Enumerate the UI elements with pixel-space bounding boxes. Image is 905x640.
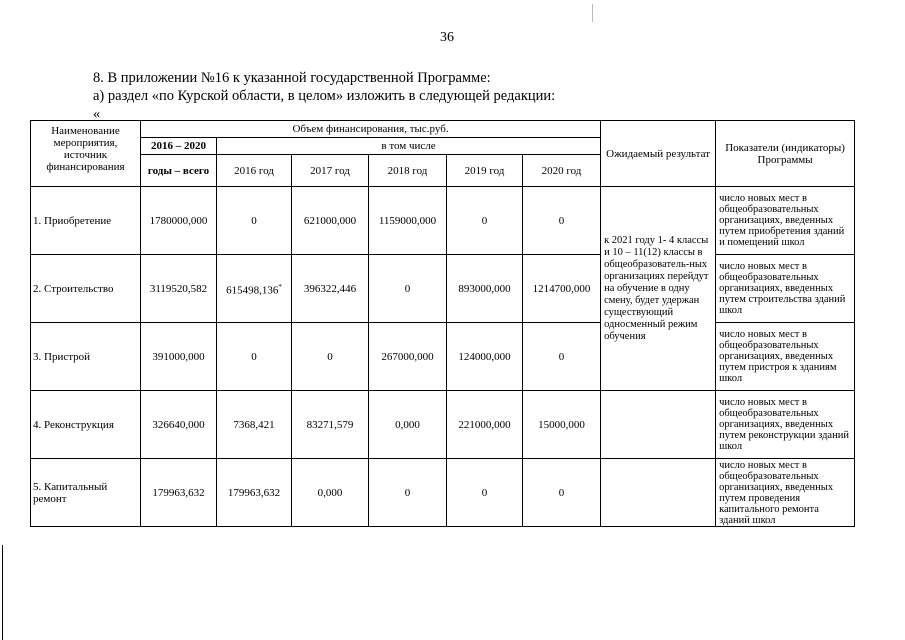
row-value-2016: [217, 255, 292, 323]
header-expected-result: Ожидаемый результат: [601, 121, 716, 187]
row-value-2019: 221000,000: [447, 391, 523, 459]
table-row: [31, 255, 855, 323]
row-value-2017: 83271,579: [292, 391, 369, 459]
header-total-bottom: годы – всего: [141, 155, 217, 187]
header-including: в том числе: [217, 138, 601, 155]
table-row: [31, 459, 855, 527]
row-value-2016: 179963,632: [217, 459, 292, 527]
row-total: 391000,000: [141, 323, 217, 391]
row-total: 326640,000: [141, 391, 217, 459]
result-empty-cell: [601, 391, 716, 459]
header-year-2019: 2019 год: [447, 155, 523, 187]
opening-quote: «: [93, 106, 101, 122]
row-value-2020: 0: [523, 323, 601, 391]
result-empty-cell: [601, 459, 716, 527]
row-value-2016: 0: [217, 323, 292, 391]
row-indicator: число новых мест в общеобразовательных организациях, введенных путем проведения капитального ремонта зданий школ: [716, 459, 855, 527]
amendment-subheading: а) раздел «по Курской области, в целом» изложить в следующей редакции:: [93, 88, 556, 104]
row-total: 3119520,582: [141, 255, 217, 323]
row-value-2016: 0: [217, 187, 292, 255]
row-name: 4. Реконструкция: [31, 391, 141, 459]
header-year-2020: 2020 год: [523, 155, 601, 187]
header-indicators: Показатели (индикаторы) Программы: [716, 121, 855, 187]
row-indicator: число новых мест в общеобразовательных организациях, введенных путем строительства зданий школ: [716, 255, 855, 323]
header-total-top: 2016 – 2020: [141, 138, 217, 155]
row-value-2017: 396322,446: [292, 255, 369, 323]
row-indicator: число новых мест в общеобразовательных организациях, введенных путем приобретения зданий и помещений школ: [716, 187, 855, 255]
row-value-2019: 893000,000: [447, 255, 523, 323]
row-total: 1780000,000: [141, 187, 217, 255]
header-name: Наименование мероприятия, источник финансирования: [31, 121, 141, 187]
row-total: 179963,632: [141, 459, 217, 527]
row-value-2019: 0: [447, 187, 523, 255]
row-value-2018: 267000,000: [369, 323, 447, 391]
row-name: 1. Приобретение: [31, 187, 141, 255]
expected-result: к 2021 году 1- 4 классы и 10 – 11(12) классы в общеобразователь-ных организациях перейдут на обучение в одну смену, будет удержан существующий односменный режим обучения: [601, 187, 716, 391]
header-funding-group: Объем финансирования, тыс.руб.: [141, 121, 601, 138]
financing-table: [30, 120, 855, 527]
amendment-heading: 8. В приложении №16 к указанной государственной Программе:: [93, 70, 491, 86]
table-row: [31, 187, 855, 255]
row-value-2017: 621000,000: [292, 187, 369, 255]
row-value-2020: 1214700,000: [523, 255, 601, 323]
row-value-2017: 0,000: [292, 459, 369, 527]
header-year-2016: 2016 год: [217, 155, 292, 187]
header-year-2018: 2018 год: [369, 155, 447, 187]
row-value-2016: 7368,421: [217, 391, 292, 459]
row-name: 3. Пристрой: [31, 323, 141, 391]
row-name: 5. Капитальный ремонт: [31, 459, 141, 527]
row-value-2019: 0: [447, 459, 523, 527]
row-name: 2. Строительство: [31, 255, 141, 323]
scan-edge-line: [2, 545, 3, 640]
row-value-2020: 15000,000: [523, 391, 601, 459]
table-row: [31, 391, 855, 459]
row-value-2018: 0,000: [369, 391, 447, 459]
page-number: 36: [440, 30, 454, 45]
row-value-2018: 0: [369, 459, 447, 527]
row-value-2016-text: 615498,136: [226, 284, 279, 297]
header-year-2017: 2017 год: [292, 155, 369, 187]
row-indicator: число новых мест в общеобразовательных организациях, введенных путем пристроя к зданиям школ: [716, 323, 855, 391]
row-value-2018: 0: [369, 255, 447, 323]
scan-mark: [592, 4, 593, 22]
row-indicator: число новых мест в общеобразовательных организациях, введенных путем реконструкции зданий школ: [716, 391, 855, 459]
row-value-2017: 0: [292, 323, 369, 391]
footnote-mark: *: [278, 282, 282, 291]
row-value-2020: 0: [523, 459, 601, 527]
row-value-2019: 124000,000: [447, 323, 523, 391]
row-value-2020: 0: [523, 187, 601, 255]
row-value-2018: 1159000,000: [369, 187, 447, 255]
table-row: [31, 323, 855, 391]
